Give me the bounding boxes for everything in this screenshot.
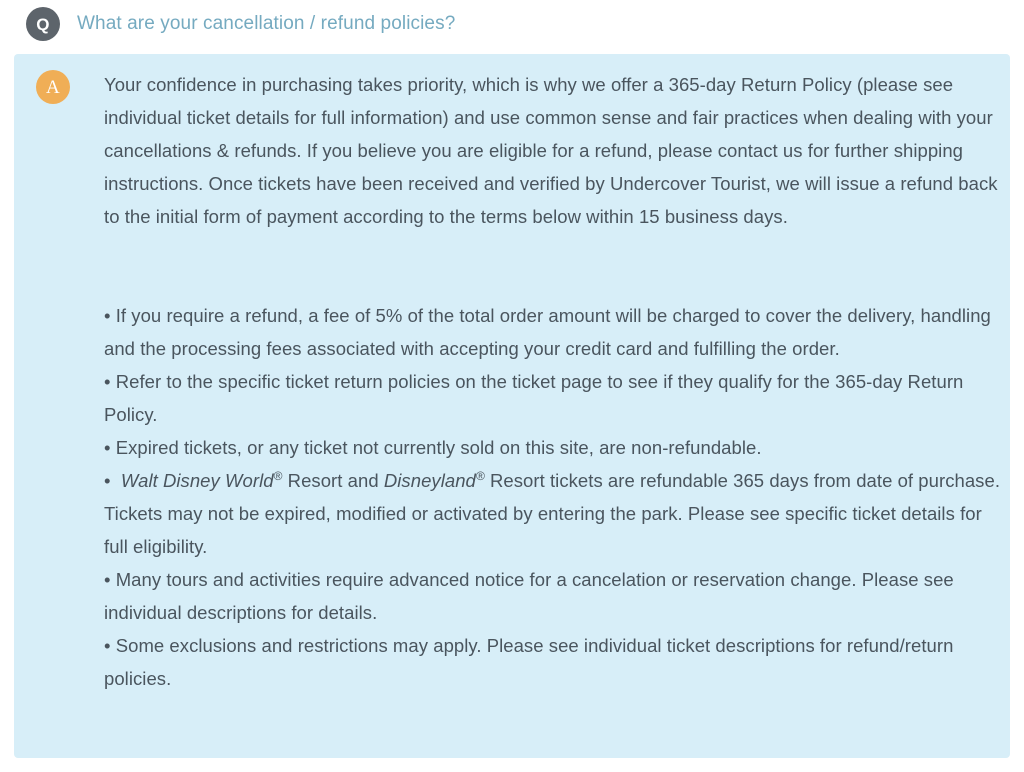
bullet-tours-activities: • Many tours and activities require advanced notice for a cancelation or reservation change. Please see individual descriptions for details. (104, 563, 1000, 629)
disney-connector-text: Resort and (282, 470, 384, 491)
bullet-refund-fee: • If you require a refund, a fee of 5% of the total order amount will be charged to cover the delivery, handling and the processing fees associated with accepting your credit card and fulfilling the order. (104, 299, 1000, 365)
answer-bullet-list (104, 299, 1000, 695)
answer-spacer (104, 233, 1000, 299)
bullet-disney-resorts (104, 464, 1000, 563)
answer-intro-paragraph: Your confidence in purchasing takes priority, which is why we offer a 365-day Return Policy (please see individual ticket details for full information) and use common sense and fair practices when dealing with your cancellations & refunds. If you believe you are eligible for a refund, please contact us for further shipping instructions. Once tickets have been received and verified by Undercover Tourist, we will issue a refund back to the initial form of payment according to the terms below within 15 business days. (104, 74, 998, 227)
question-badge-letter: Q (36, 14, 50, 34)
answer-badge-letter: A (46, 76, 60, 98)
bullet-expired-tickets: • Expired tickets, or any ticket not currently sold on this site, are non-refundable. (104, 431, 1000, 464)
question-badge-icon (26, 7, 60, 41)
faq-question-row[interactable] (0, 0, 1024, 48)
faq-answer-body (104, 68, 1000, 695)
disneyland-registered-icon: ® (475, 468, 485, 483)
faq-question-title[interactable]: What are your cancellation / refund policies? (77, 13, 456, 34)
faq-answer-panel (14, 54, 1010, 758)
disneyland-mark: Disneyland (383, 470, 476, 491)
wdw-registered-icon: ® (273, 468, 283, 483)
disney-remainder-text: Resort tickets are refundable 365 days from date of purchase. Tickets may not be expired, modified or activated by entering the park. Please see specific ticket details for full eligibility. (104, 470, 1001, 557)
faq-answer-inner (14, 68, 1010, 695)
bullet-exclusions: • Some exclusions and restrictions may apply. Please see individual ticket descriptions for refund/return policies. (104, 629, 1000, 695)
walt-disney-world-mark: Walt Disney World (120, 470, 274, 491)
answer-badge-icon (36, 70, 70, 104)
answer-badge-wrapper (36, 70, 70, 104)
bullet-specific-ticket-policies: • Refer to the specific ticket return policies on the ticket page to see if they qualify for the 365-day Return Policy. (104, 365, 1000, 431)
